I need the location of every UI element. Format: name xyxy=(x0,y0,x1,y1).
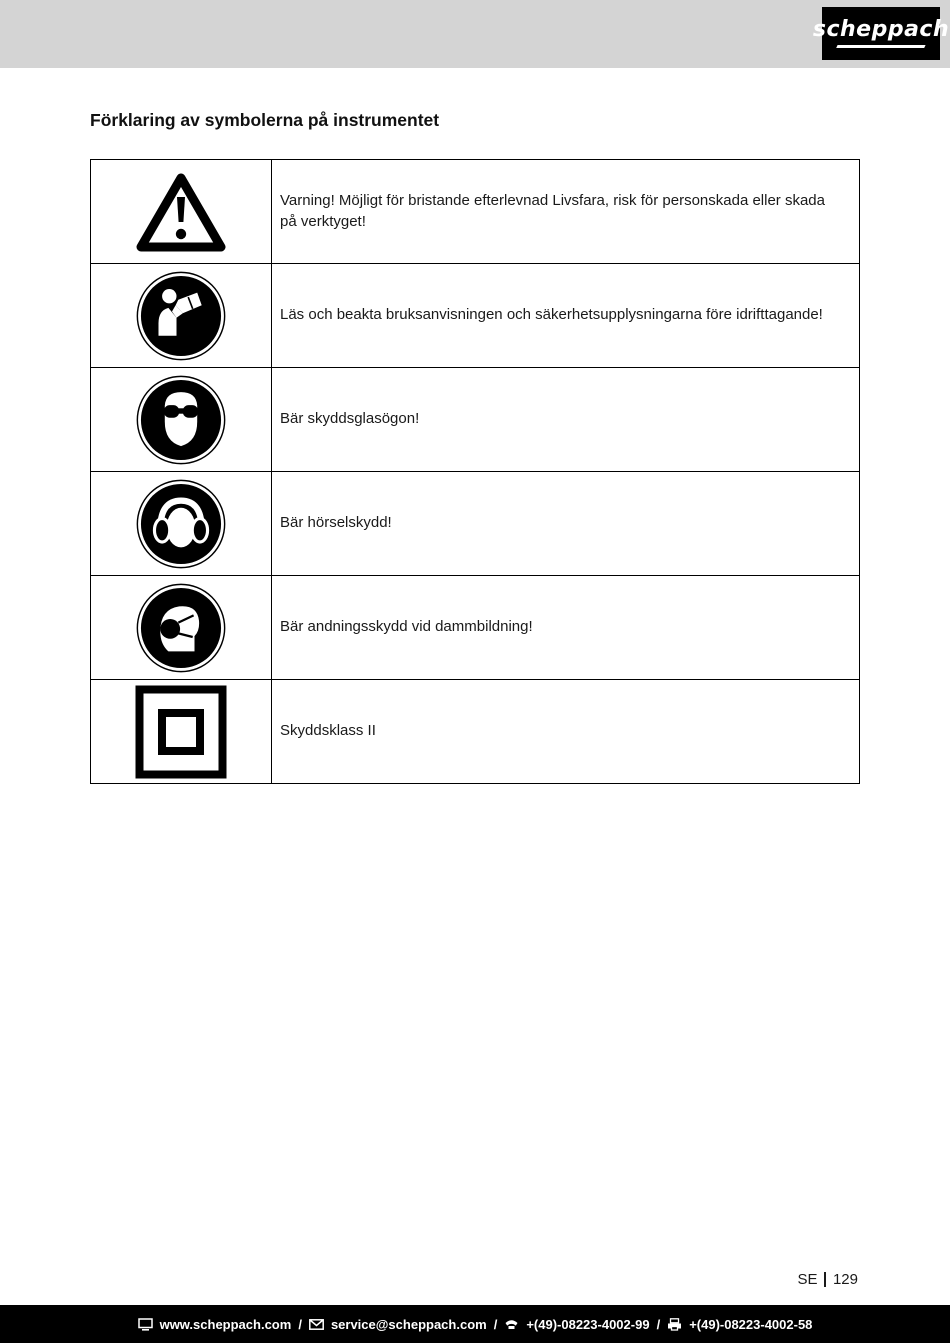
page-number xyxy=(797,1271,858,1288)
page-number-separator xyxy=(824,1272,826,1287)
warning-triangle-icon xyxy=(135,203,227,220)
table-row xyxy=(91,264,860,368)
symbol-cell xyxy=(91,576,272,680)
footer-fax: +(49)-08223-4002-58 xyxy=(689,1316,813,1332)
description-cell xyxy=(272,576,860,680)
symbol-description: Skyddsklass II xyxy=(280,722,376,740)
ear-protection-icon xyxy=(136,515,226,532)
symbol-description: Bär andningsskydd vid dammbildning! xyxy=(280,618,533,636)
phone-icon xyxy=(504,1318,519,1330)
symbol-cell xyxy=(91,368,272,472)
page-title: Förklaring av symbolerna på instrumentet xyxy=(90,110,440,130)
protection-class-2-icon xyxy=(135,723,227,740)
table-row xyxy=(91,576,860,680)
fax-icon xyxy=(667,1318,682,1331)
computer-icon xyxy=(138,1318,153,1331)
symbol-description: Bär hörselskydd! xyxy=(280,514,392,532)
symbol-table xyxy=(90,159,860,784)
description-cell xyxy=(272,472,860,576)
footer-separator: / xyxy=(493,1316,498,1332)
read-manual-icon xyxy=(136,307,226,324)
table-row xyxy=(91,368,860,472)
description-cell xyxy=(272,368,860,472)
page-header xyxy=(0,0,950,68)
symbol-cell xyxy=(91,472,272,576)
respirator-icon xyxy=(136,619,226,636)
page-number-value: 129 xyxy=(832,1271,858,1288)
table-row xyxy=(91,472,860,576)
symbol-cell xyxy=(91,680,272,784)
scheppach-logo xyxy=(812,7,950,60)
page-number-label: SE xyxy=(797,1271,818,1288)
symbol-cell xyxy=(91,264,272,368)
footer-separator: / xyxy=(656,1316,661,1332)
email-icon xyxy=(309,1319,324,1330)
description-cell xyxy=(272,680,860,784)
table-row xyxy=(91,680,860,784)
scheppach-logo-underline xyxy=(836,45,925,48)
symbol-description: Läs och beakta bruksanvisningen och säkerhetsupplysningarna före idrifttagande! xyxy=(280,306,823,324)
footer-email: service@scheppach.com xyxy=(330,1316,487,1332)
symbol-cell xyxy=(91,160,272,264)
footer-phone: +(49)-08223-4002-99 xyxy=(526,1316,650,1332)
description-cell xyxy=(272,160,860,264)
page-content xyxy=(0,110,950,784)
description-cell xyxy=(272,264,860,368)
symbol-description: Bär skyddsglasögon! xyxy=(280,410,420,428)
safety-glasses-icon xyxy=(136,411,226,428)
symbol-description: Varning! Möjligt för bristande efterlevnad Livsfara, risk för personskada eller skada på verktyget! xyxy=(280,192,825,230)
footer-separator: / xyxy=(298,1316,302,1332)
table-row xyxy=(91,160,860,264)
footer-contact-bar xyxy=(0,1305,950,1343)
footer-website: www.scheppach.com xyxy=(159,1316,292,1332)
scheppach-logo-text: scheppach xyxy=(812,17,950,43)
